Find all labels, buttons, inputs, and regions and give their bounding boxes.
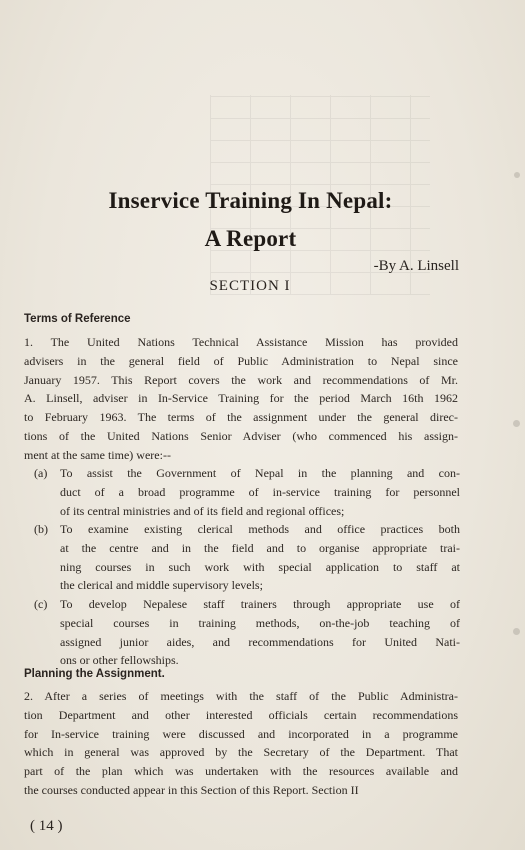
text-line: for In-service training were discussed and incorporated in a programme <box>24 726 458 741</box>
paper-spot <box>513 420 520 427</box>
text-line: of its central ministries and of its field and regional offices; <box>60 503 345 518</box>
list-item-body <box>60 464 460 520</box>
terms-heading: Terms of Reference <box>24 313 131 325</box>
list-item-body <box>60 595 460 670</box>
list-item-label: (c) <box>34 597 48 611</box>
paper-spot <box>514 172 520 178</box>
byline: -By A. Linsell <box>373 258 459 274</box>
text-line: assigned junior aides, and recommendations for United Nati- <box>60 634 460 649</box>
text-line: 2. After a series of meetings with the staff of the Public Administra- <box>24 689 458 703</box>
text-line: January 1957. This Report covers the work and recommendations of Mr. <box>24 372 458 387</box>
text-line: ons or other fellowships. <box>60 653 179 668</box>
text-line: A. Linsell, adviser in In-Service Training for the period March 16th 1962 <box>24 391 458 406</box>
text-line: the clerical and middle supervisory levels; <box>60 578 263 593</box>
planning-heading: Planning the Assignment. <box>24 668 165 680</box>
title-line-1: Inservice Training In Nepal: <box>108 188 393 213</box>
text-line: To assist the Government of Nepal in the planning and con- <box>60 466 460 480</box>
text-line: tions of the United Nations Senior Adviser (who commenced his assign- <box>24 428 458 443</box>
terms-paragraph <box>24 333 458 465</box>
list-item-label: (a) <box>34 466 48 480</box>
section-heading: SECTION I <box>209 278 291 294</box>
text-line: To examine existing clerical methods and office practices both <box>60 522 460 536</box>
text-line: 1. The United Nations Technical Assistance Mission has provided <box>24 335 458 349</box>
text-line: part of the plan which was undertaken with the resources available and <box>24 764 458 779</box>
text-line: the courses conducted appear in this Section of this Report. Section II <box>24 782 359 797</box>
text-line: which in general was approved by the Secretary of the Department. That <box>24 745 458 760</box>
text-line: special courses in training methods, on-the-job teaching of <box>60 615 460 630</box>
list-item-body <box>60 520 460 595</box>
text-line: To develop Nepalese staff trainers through appropriate use of <box>60 597 460 611</box>
title-line-2: A Report <box>204 226 297 251</box>
text-line: to February 1963. The terms of the assignment under the general direc- <box>24 410 458 425</box>
page-number: ( 14 ) <box>30 818 63 834</box>
text-line: tion Department and other interested officials certain recommendations <box>24 707 458 722</box>
text-line: advisers in the general field of Public Administration to Nepal since <box>24 353 458 368</box>
list-item-label: (b) <box>34 522 48 536</box>
paper-spot <box>513 628 520 635</box>
text-line: ning courses in such work with special application to staff at <box>60 559 460 574</box>
planning-paragraph <box>24 687 458 800</box>
text-line: ment at the same time) were:-- <box>24 447 171 462</box>
text-line: duct of a broad programme of in-service training for personnel <box>60 484 460 499</box>
text-line: at the centre and in the field and to organise appropriate trai- <box>60 540 460 555</box>
